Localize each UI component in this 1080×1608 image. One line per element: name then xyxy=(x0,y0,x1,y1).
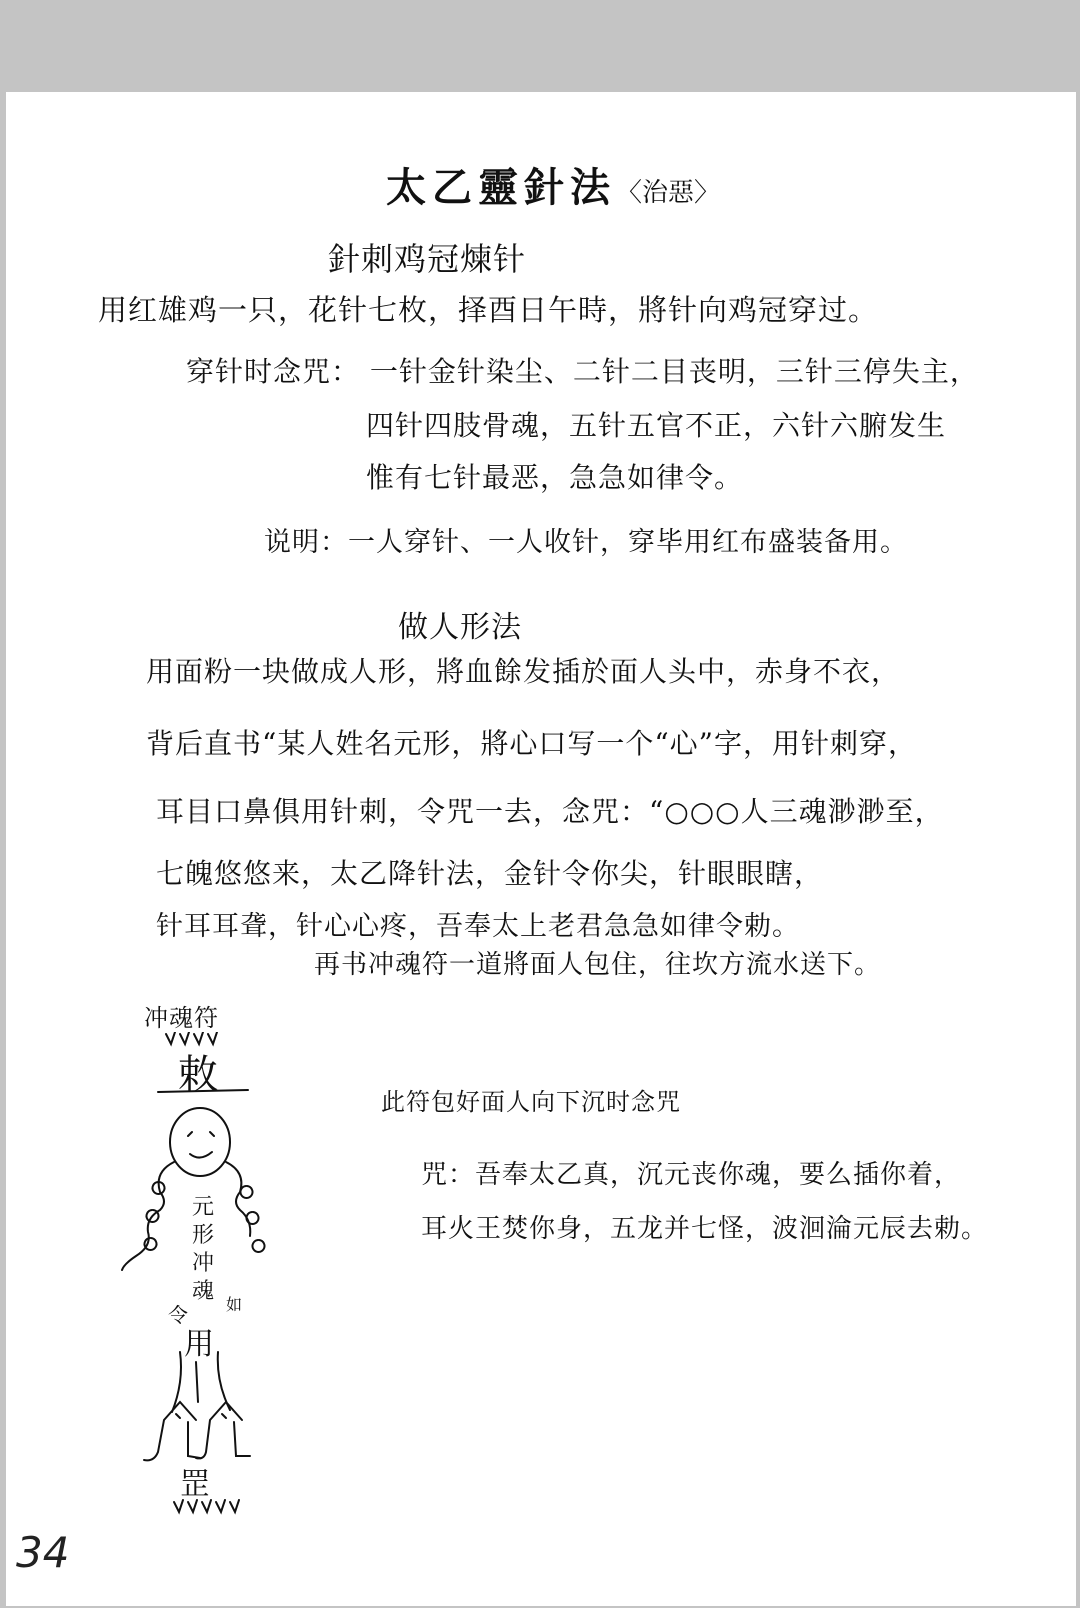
method-line-5: 针耳耳聋，针心心疼，吾奉太上老君急急如律令勅。 xyxy=(156,911,800,942)
section2-heading: 做人形法 xyxy=(398,610,522,645)
explanation-note: 说明：一人穿针、一人收针，穿毕用红布盛装备用。 xyxy=(264,527,908,558)
incantation-line-2: 耳火王焚你身，五龙并七怪，波洄淪元辰去勅。 xyxy=(421,1214,989,1244)
page-title xyxy=(386,156,720,213)
method-line-1: 用面粉一块做成人形，將血餘发插於面人头中，赤身不衣， xyxy=(146,655,901,688)
manuscript-page xyxy=(6,92,1076,1606)
method-line-3: 耳目口鼻俱用针刺，令咒一去，念咒：“○○○人三魂渺渺至， xyxy=(156,795,944,828)
talisman-body-char: 元 xyxy=(192,1195,215,1220)
section1-heading: 針刺鸡冠煉针 xyxy=(328,240,527,278)
section1-line: 用红雄鸡一只，花针七枚，择酉日午時，將针向鸡冠穿过。 xyxy=(98,293,879,327)
talisman-label: 冲魂符 xyxy=(144,1004,219,1032)
talisman-belly-char: 用 xyxy=(184,1327,214,1362)
talisman-left-char: 令 xyxy=(168,1303,188,1327)
talisman-body-char: 魂 xyxy=(192,1279,215,1304)
talisman-body-char: 形 xyxy=(192,1223,215,1248)
method-line-6: 再书冲魂符一道將面人包住，往坎方流水送下。 xyxy=(314,950,882,980)
method-line-2: 背后直书“某人姓名元形，將心口写一个“心”字，用针刺穿， xyxy=(146,727,917,760)
title-main: 太乙靈針法 xyxy=(386,164,616,211)
method-line-4: 七魄悠悠来，太乙降针法，金针令你尖，针眼眼瞎， xyxy=(156,857,824,890)
talisman-right-char: 如 xyxy=(226,1295,243,1314)
chant-line-3: 惟有七针最恶，急急如律令。 xyxy=(366,461,744,494)
page-number: 34 xyxy=(16,1528,70,1577)
talisman-top-char: 敕 xyxy=(178,1052,218,1098)
talisman-bottom-char: 罡 xyxy=(180,1467,210,1502)
chant-line-2: 四针四肢骨魂，五针五官不正，六针六腑发生 xyxy=(366,409,947,442)
chant-text-1: 一针金针染尘、二针二目丧明，三针三停失主， xyxy=(369,355,979,388)
talisman-instruction: 此符包好面人向下沉时念咒 xyxy=(381,1088,681,1116)
title-subtitle: 〈治惡〉 xyxy=(616,178,721,208)
talisman-drawing xyxy=(118,1032,278,1522)
chant-intro: 穿针时念咒： xyxy=(186,355,361,388)
incantation-line-1: 咒：吾奉太乙真，沉元丧你魂，要么插你着， xyxy=(421,1160,962,1190)
chant-line-1 xyxy=(186,350,979,390)
talisman-body-char: 冲 xyxy=(192,1251,215,1276)
